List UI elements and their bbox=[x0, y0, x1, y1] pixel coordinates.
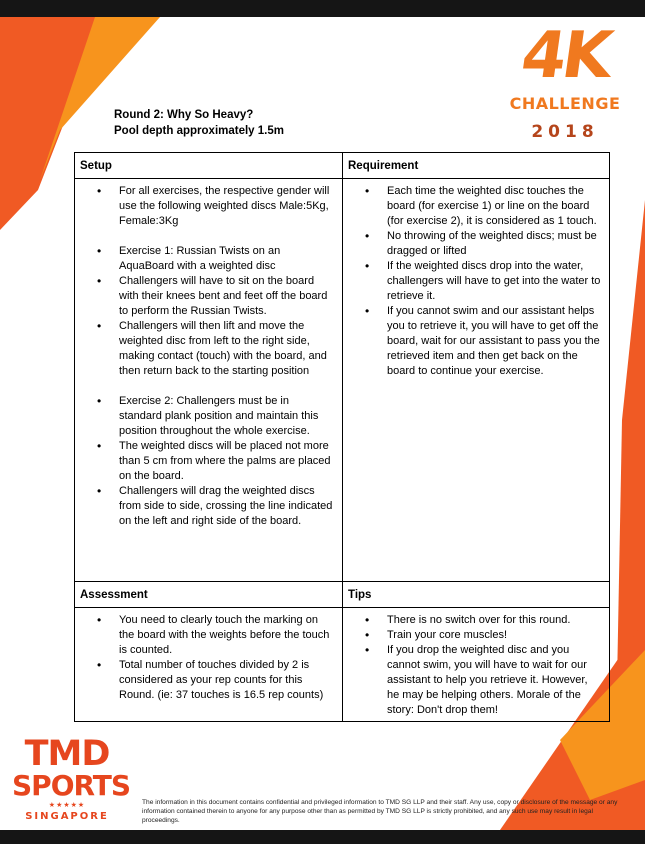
round-heading bbox=[114, 107, 284, 139]
pool-depth: Pool depth approximately 1.5m bbox=[114, 125, 284, 137]
assessment-cell bbox=[75, 608, 343, 722]
tmd-logo-text: TMD bbox=[24, 734, 110, 774]
singapore-logo-text: SINGAPORE bbox=[25, 811, 109, 822]
setup-cell bbox=[75, 179, 343, 582]
sports-logo-text: SPORTS bbox=[12, 769, 131, 802]
tips-header: Tips bbox=[343, 582, 610, 608]
setup-header: Setup bbox=[75, 153, 343, 179]
setup-list bbox=[83, 184, 334, 529]
list-item: • If the weighted discs drop into the water, challengers will have to get into the water to retrieve it. bbox=[351, 259, 601, 304]
requirement-cell bbox=[343, 179, 610, 582]
list-item: • For all exercises, the respective gender will use the following weighted discs Male:5Kg, Female:3Kg bbox=[83, 184, 334, 229]
bottom-black-bar bbox=[0, 830, 645, 844]
list-item: • The weighted discs will be placed not more than 5 cm from where the palms are placed on the board. bbox=[83, 439, 334, 484]
round-title: Round 2: Why So Heavy? bbox=[114, 109, 254, 121]
list-item: • If you cannot swim and our assistant helps you to retrieve it, you will have to get off the board, wait for our assistant to pass you the retrieved item and then get back on the board to continue your exercise. bbox=[351, 304, 601, 379]
requirement-list bbox=[351, 184, 601, 379]
list-item: • Train your core muscles! bbox=[351, 628, 601, 643]
list-item: • Exercise 2: Challengers must be in standard plank position and maintain this position throughout the whole exercise. bbox=[83, 394, 334, 439]
list-item: • Challengers will drag the weighted discs from side to side, crossing the line indicated on the left and right side of the board. bbox=[83, 484, 334, 529]
list-item: • You need to clearly touch the marking on the board with the weights before the touch is counted. bbox=[83, 613, 334, 658]
assessment-list bbox=[83, 613, 334, 703]
list-item: • No throwing of the weighted discs; must be dragged or lifted bbox=[351, 229, 601, 259]
tips-list bbox=[351, 613, 601, 718]
4k-challenge-logo bbox=[500, 19, 630, 147]
assessment-header: Assessment bbox=[75, 582, 343, 608]
logo-4k-text: 4K bbox=[516, 19, 614, 93]
requirement-header: Requirement bbox=[343, 153, 610, 179]
list-item: • Exercise 1: Russian Twists on an AquaBoard with a weighted disc bbox=[83, 244, 334, 274]
list-item: • There is no switch over for this round. bbox=[351, 613, 601, 628]
list-item: • Challengers will then lift and move the weighted disc from left to the right side, making contact (touch) with the board, and then return back to the starting position bbox=[83, 319, 334, 379]
list-item: • Challengers will have to sit on the board with their knees bent and feet off the board to perform the Russian Twists. bbox=[83, 274, 334, 319]
logo-challenge-text: CHALLENGE bbox=[509, 94, 621, 113]
tmd-sports-logo bbox=[12, 734, 131, 827]
logo-year-text: 2018 bbox=[531, 122, 599, 142]
list-item: • Total number of touches divided by 2 is considered as your rep counts for this Round. (ie: 37 touches is 16.5 rep counts) bbox=[83, 658, 334, 703]
confidentiality-disclaimer: The information in this document contains confidential and privileged information to TMD SG LLP and their staff. Any use, copy or disclosure of the message or any information contained therein to anyone for any purpose other than as permitted by TMD SG LLP is strictly prohibited, and any such use may result in legal proceedings. bbox=[142, 799, 618, 824]
tips-cell bbox=[343, 608, 610, 722]
list-item: • Each time the weighted disc touches the board (for exercise 1) or line on the board (for exercise 2), it is considered as 1 touch. bbox=[351, 184, 601, 229]
stars-icon: ★★★★★ bbox=[48, 802, 86, 809]
rules-table bbox=[74, 152, 610, 722]
list-item: • If you drop the weighted disc and you cannot swim, you will have to wait for our assistant to help you retrieve it. However, he may be helping others. Morale of the story: Don't drop them! bbox=[351, 643, 601, 718]
